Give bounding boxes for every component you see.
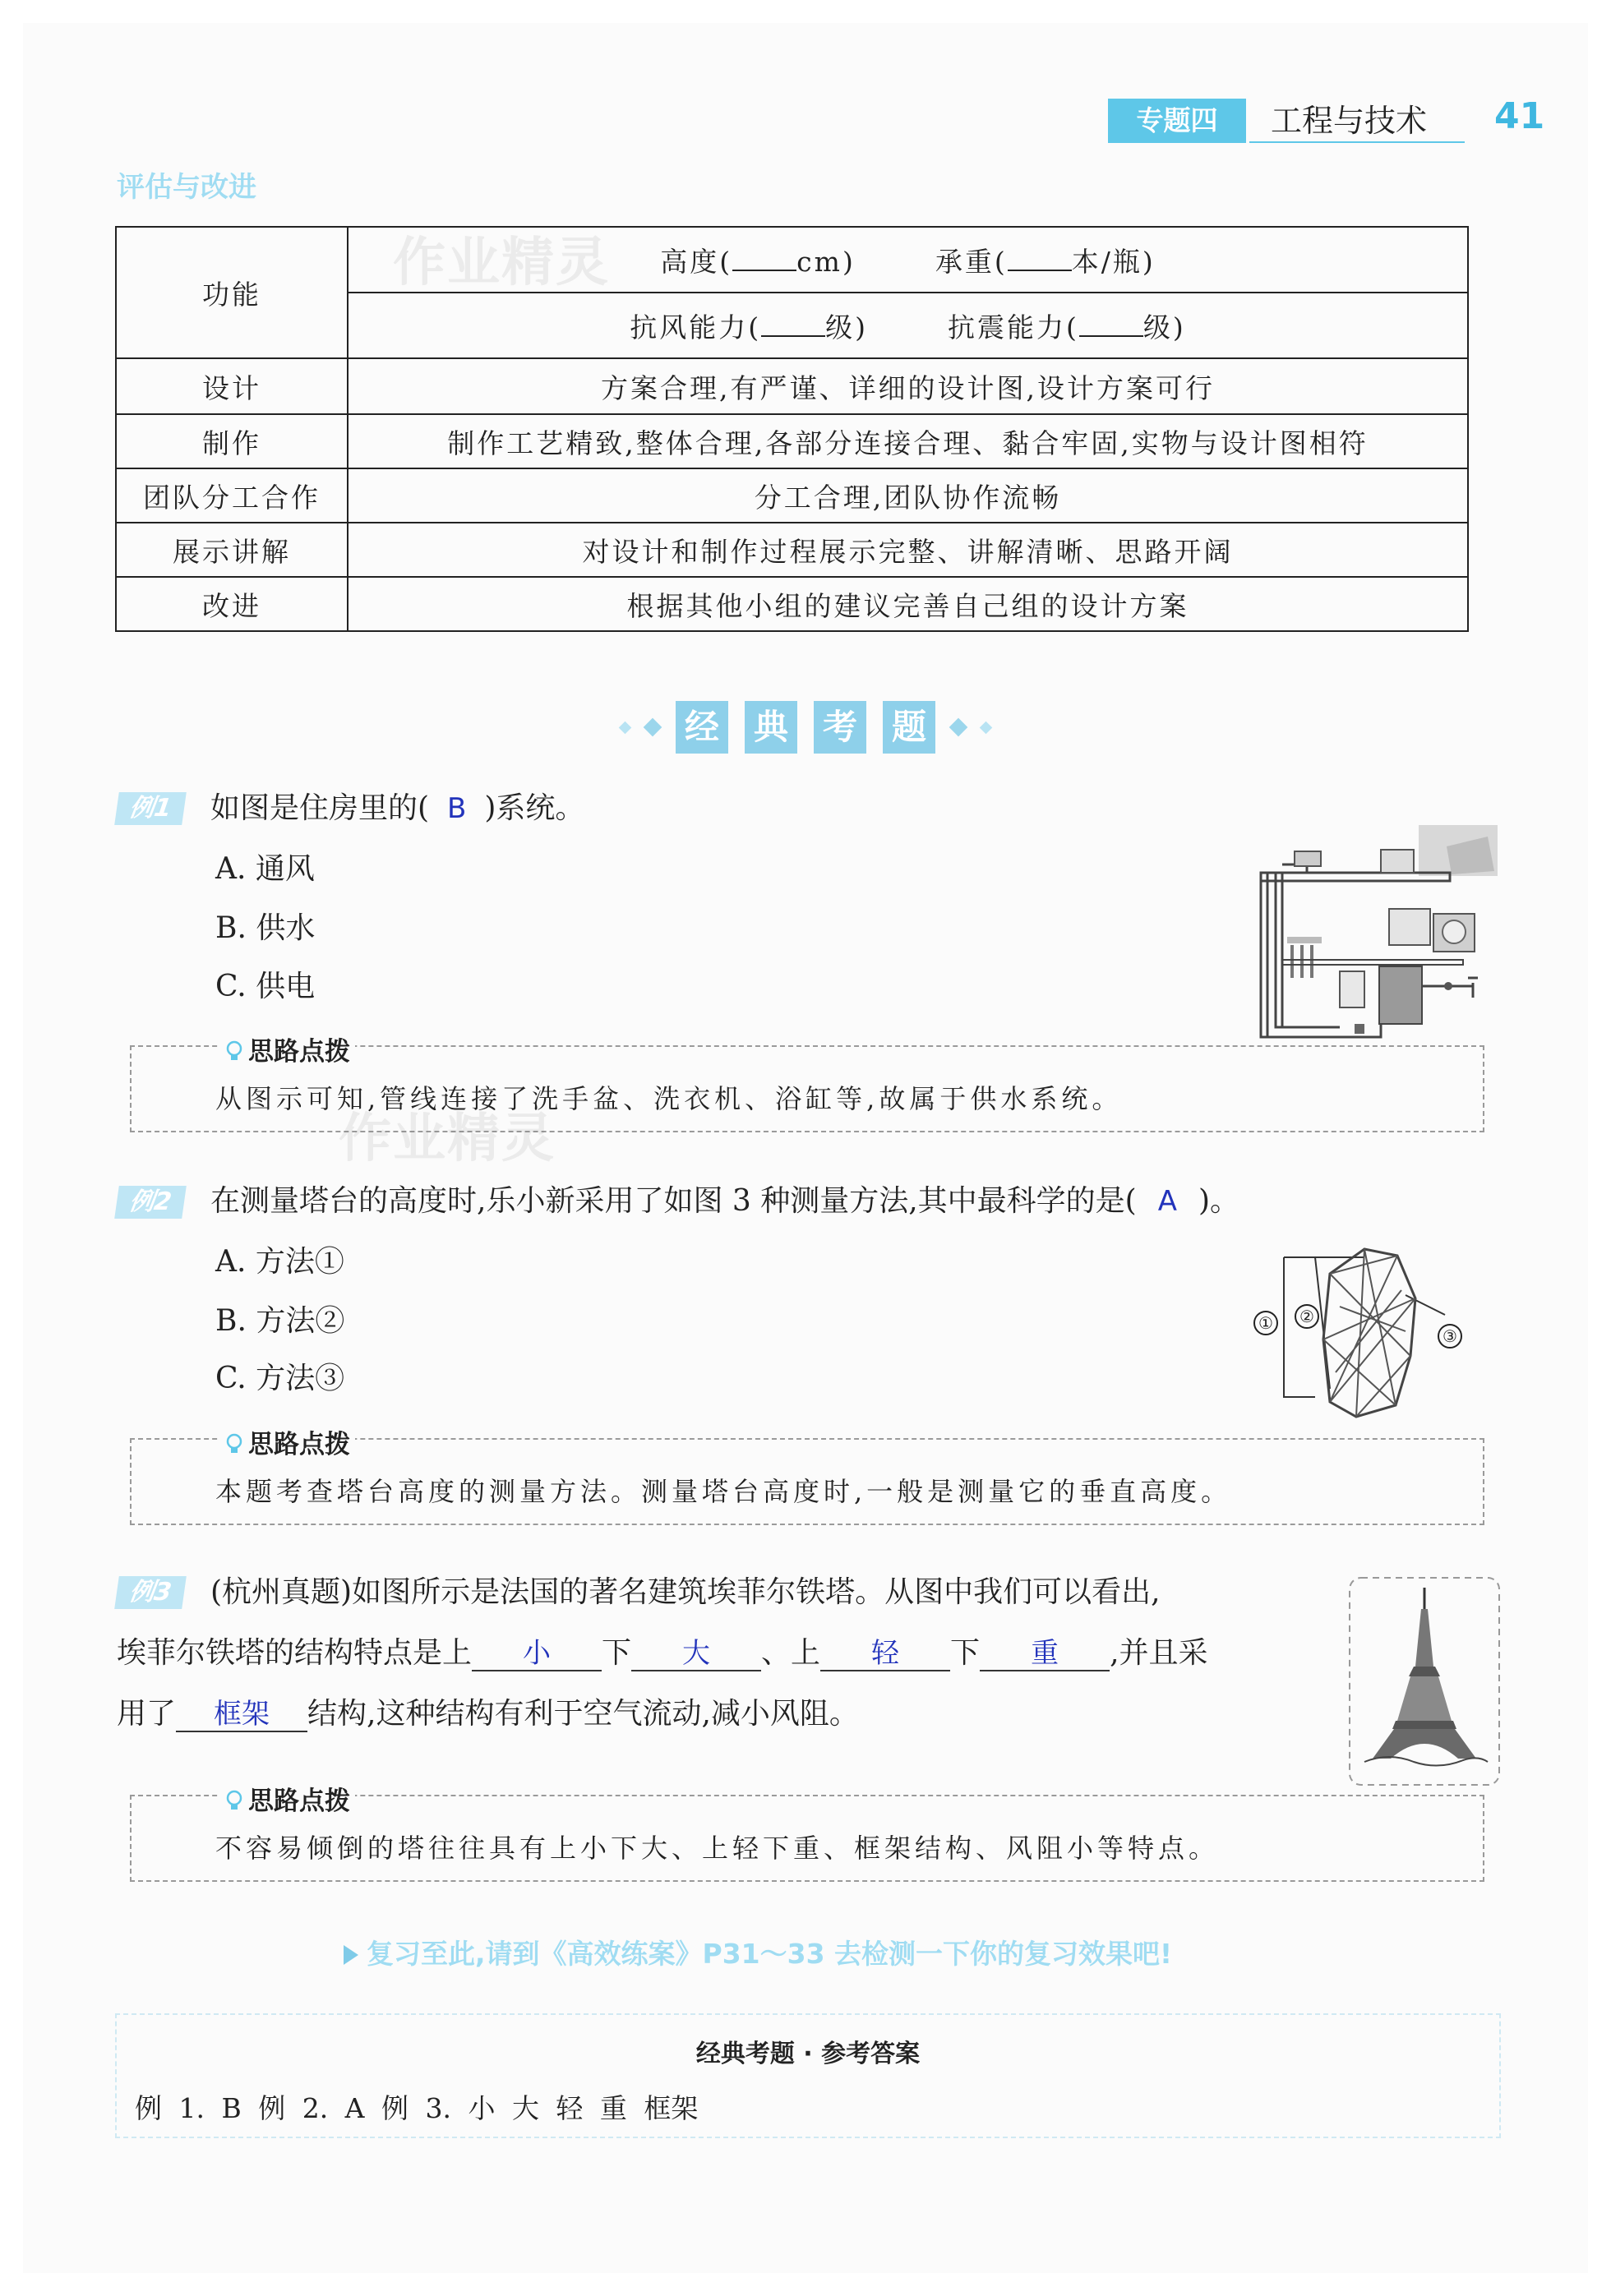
height-label: 高度( [660,245,733,278]
question-text: 下 [950,1636,981,1670]
answer-mark: B [447,792,467,825]
answer-mark: A [1157,1185,1177,1218]
table-row-label: 设计 [116,358,348,414]
figure-label: ① [1258,1313,1273,1333]
answer-blank: 重 [980,1637,1110,1671]
evaluation-table [115,226,1469,632]
page-number: 41 [1494,95,1545,137]
table-row-content: 根据其他小组的建议完善自己组的设计方案 [348,577,1468,631]
load-label: 承重( [935,245,1008,278]
answer-key-title: 经典考题 · 参考答案 [695,2040,921,2068]
answer-blank: 轻 [820,1637,950,1671]
hint-title-text: 思路点拨 [248,1430,350,1459]
quake-unit: 级) [1142,311,1186,343]
banner-char: 题 [883,701,935,754]
topic-title: 工程与技术 [1271,103,1428,139]
example-3-line-2 [117,1634,1208,1673]
table-row-label: 展示讲解 [116,523,348,577]
option: B. 供水 [215,911,316,945]
table-row-label: 改进 [116,577,348,631]
hint-title [220,1423,355,1460]
figure-label: ② [1299,1307,1314,1326]
quake-label: 抗震能力( [948,311,1079,343]
review-note [344,1933,1172,1971]
question-text: 下 [602,1636,632,1670]
hint-text: 不容易倾倒的塔往往具有上小下大、上轻下重、框架结构、风阻小等特点。 [215,1833,1220,1864]
table-row-content: 方案合理,有严谨、详细的设计图,设计方案可行 [348,358,1468,414]
diamond-icon [949,718,968,737]
banner-char: 典 [745,701,797,754]
play-triangle-icon [344,1945,358,1965]
table-row-content: 对设计和制作过程展示完整、讲解清晰、思路开阔 [348,523,1468,577]
lightbulb-icon [225,1433,243,1455]
example-badge: 例1 [114,792,187,825]
question-text: ,并且采 [1110,1636,1208,1670]
banner-char: 考 [814,701,866,754]
example-3-line-1: (杭州真题)如图所示是法国的著名建筑埃菲尔铁塔。从图中我们可以看出, [210,1575,1161,1609]
option: C. 供电 [215,970,316,1003]
question-text: 埃菲尔铁塔的结构特点是上 [117,1636,473,1670]
classic-exam-banner [559,698,1052,756]
section-label: 评估与改进 [117,171,256,204]
hint-title [220,1780,355,1817]
diamond-icon [619,721,632,734]
question-text: 用了 [117,1697,177,1731]
lightbulb-icon [225,1040,243,1062]
answer-blank: 小 [472,1637,602,1671]
hint-text: 从图示可知,管线连接了洗手盆、洗衣机、浴缸等,故属于供水系统。 [215,1083,1123,1114]
quake-blank [1079,312,1143,337]
wind-blank [761,312,825,337]
watermark: 作业精灵 [339,1109,556,1169]
table-cell-wind-quake [348,293,1468,358]
answer-blank: 框架 [176,1698,307,1732]
review-note-text: 复习至此,请到《高效练案》P31～33 去检测一下你的复习效果吧! [367,1938,1173,1970]
question-text: 如图是住房里的( [210,791,430,825]
load-blank [1008,247,1072,271]
hint-text: 本题考查塔台高度的测量方法。测量塔台高度时,一般是测量它的垂直高度。 [215,1476,1232,1507]
answer-key-box [115,2013,1501,2138]
topic-tag: 专题四 [1108,99,1246,143]
example-1-question [210,789,584,828]
tower-measurement-diagram [1233,1241,1479,1430]
question-text: 在测量塔台的高度时,乐小新采用了如图 3 种测量方法,其中最科学的是( [210,1184,1137,1218]
question-text: )系统。 [484,791,585,825]
wind-label: 抗风能力( [630,311,762,343]
example-3-line-3 [117,1694,859,1734]
diamond-icon [644,718,662,737]
example-badge: 例2 [114,1186,187,1219]
table-label-function: 功能 [116,227,348,358]
answer-blank: 大 [631,1637,761,1671]
water-supply-diagram [1258,822,1504,1045]
table-row-label: 团队分工合作 [116,468,348,523]
load-unit: 本/瓶) [1071,245,1156,278]
header-underline [1249,141,1465,143]
watermark: 作业精灵 [393,233,610,293]
wind-unit: 级) [825,311,868,343]
table-row-content: 分工合理,团队协作流畅 [348,468,1468,523]
option: B. 方法② [215,1304,345,1338]
option: A. 方法① [215,1245,344,1279]
lightbulb-icon [225,1790,243,1811]
hint-title-text: 思路点拨 [248,1787,350,1816]
question-text: 、上 [761,1636,821,1670]
question-text: )。 [1198,1184,1240,1218]
height-blank [732,247,796,271]
hint-title [220,1030,355,1067]
banner-char: 经 [676,701,728,754]
height-unit: cm) [796,245,856,278]
table-row-label: 制作 [116,414,348,468]
option: A. 通风 [215,852,315,886]
figure-label: ③ [1443,1326,1457,1346]
question-text: 结构,这种结构有利于空气流动,减小风阻。 [307,1697,859,1731]
hint-title-text: 思路点拨 [248,1037,350,1067]
diamond-icon [980,721,993,734]
option: C. 方法③ [215,1362,345,1395]
table-row-content: 制作工艺精致,整体合理,各部分连接合理、黏合牢固,实物与设计图相符 [348,414,1468,468]
example-badge: 例3 [114,1576,187,1609]
eiffel-tower-image [1348,1576,1501,1787]
example-2-question [210,1182,1239,1221]
answer-key-line: 例 1. B 例 2. A 例 3. 小 大 轻 重 框架 [135,2092,699,2124]
